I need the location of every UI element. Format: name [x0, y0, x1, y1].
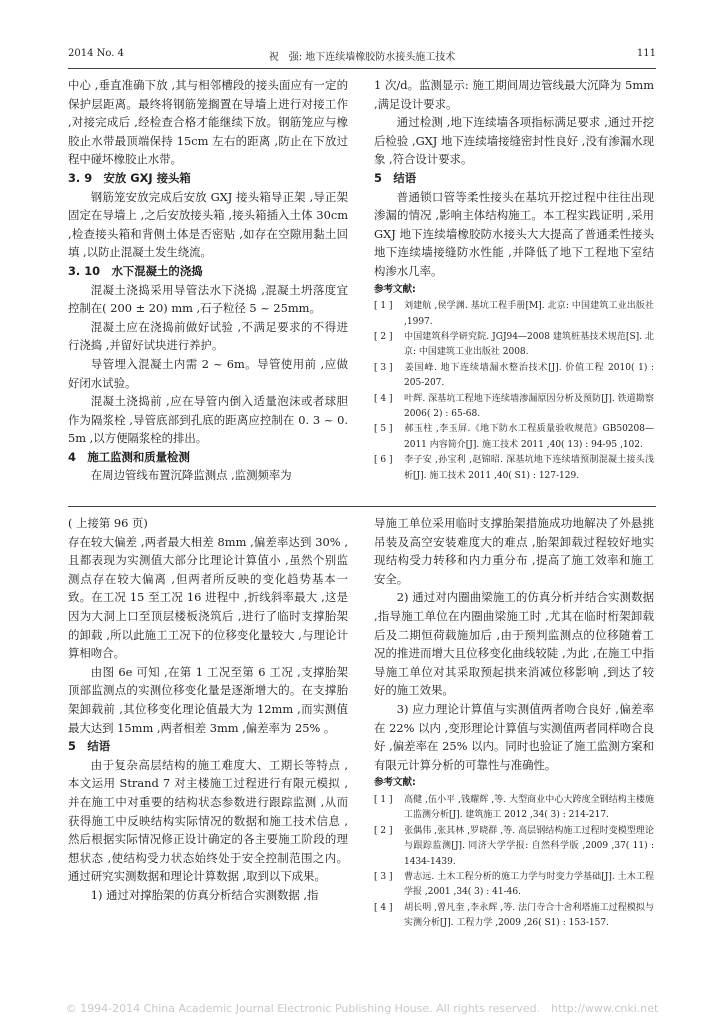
reference-item: [ 2 ] 张偶伟 ,张其林 ,罗晓群 ,等. 高层钢结构施工过程时变模型理论与跟踪监测[J]. 同济大学学报: 自然科学版 ,2009 ,37( 11) : 1434-1439.: [374, 825, 654, 867]
reference-list: [374, 299, 654, 484]
reference-item: [ 2 ] 中国建筑科学研究院. JGJ94—2008 建筑桩基技术规范[S]. 北京: 中国建筑工业出版社 2008.: [374, 331, 654, 358]
paragraph: 1) 通过对撑胎架的仿真分析结合实测数据 ,指: [90, 887, 319, 902]
continued-left-column: [68, 514, 348, 904]
continuation-note: ( 上接第 96 页): [68, 516, 148, 530]
copyright-footer: © 1994-2014 China Academic Journal Electronic Publishing House. All rights reserved. http://www.cnki.net: [65, 1002, 659, 1015]
reference-item: [ 4 ] 胡长明 ,曾凡奎 ,李永辉 ,等. 法门寺合十舍利塔施工过程模拟与实测分析[J]. 工程力学 ,2009 ,26( S1) : 153-157.: [374, 902, 654, 929]
running-title: 祝 强: 地下连续墙橡胶防水接头施工技术: [268, 52, 456, 63]
paragraph: 在周边管线布置沉降监测点 ,监测频率为: [90, 468, 292, 483]
article-left-column: [68, 76, 348, 485]
paragraph: 导施工单位采用临时支撑胎架措施成功地解决了外悬挑吊装及高空安装难度大的难点 ,胎架卸载过程较好地实现结构受力转移和内力重分布 ,提高了施工效率和施工安全。: [374, 516, 654, 586]
paragraph: 3) 应力理论计算值与实测值两者吻合良好 ,偏差率在 22% 以内 ,变形理论计算值与实测值两者同样吻合良好 ,偏差率在 25% 以内。同时也验证了施工监测方案和有限元计算分析的可靠性与准确性。: [374, 701, 654, 772]
reference-item: [ 4 ] 叶辉. 深基坑工程地下连续墙渗漏原因分析及预防[J]. 铁道勘察 2006( 2) : 65-68.: [374, 393, 654, 419]
article-separator-rule: [68, 506, 656, 507]
reference-item: [ 3 ] 姜国峰. 地下连续墙漏水整治技术[J]. 价值工程 2010( 1) : 205-207.: [374, 362, 654, 389]
running-header: [0, 48, 724, 70]
paragraph: 由于复杂高层结构的施工难度大、工期长等特点 ,本文运用 Strand 7 对主楼施工过程进行有限元模拟 ,并在施工中对重要的结构状态参数进行跟踪监测 ,从而获得施工中反映结构实际情况的数据和施工技术信息 ,然后根据实际情况修正设计确定的各主要施工阶段的理想状态 ,使结构受力状态始终处于安全控制范围之内。通过研究实测数据和理论计算数据 ,取到以下成果。: [68, 757, 348, 884]
section-heading: 5 结语: [374, 170, 417, 185]
section-heading: 3. 9 安放 GXJ 接头箱: [68, 170, 191, 185]
continued-right-column: [374, 514, 654, 932]
reference-list: [374, 793, 654, 932]
paragraph: 由图 6e 可知 ,在第 1 工况至第 6 工况 ,支撑胎架顶部监测点的实测位移变化量是逐渐增大的。在支撑胎架卸载前 ,其位移变化理论值最大为 12mm ,而实测值最大达到 15mm ,两者相差 3mm ,偏差率为 25% 。: [68, 664, 348, 735]
paragraph: 混凝土浇捣前 ,应在导管内倒入适量泡沫或者球胆作为隔浆栓 ,导管底部到孔底的距离应控制在 0. 3 ~ 0. 5m ,以方便隔浆栓的排出。: [68, 394, 348, 446]
paragraph: 钢筋笼安放完成后安放 GXJ 接头箱导正架 ,导正架固定在导墙上 ,之后安放接头箱 ,接头箱插入土体 30cm ,检查接头箱和背侧土体是否密贴 ,如存在空隙用黏土回填 ,以防止混凝土发生绕流。: [68, 189, 348, 260]
reference-item: [ 6 ] 李子安 ,孙宝利 ,赵锦昭. 深基坑地下连续墙预制混凝土接头浅析[J]. 施工技术 2011 ,40( S1) : 127-129.: [374, 455, 654, 481]
paragraph: 导管埋入混凝土内需 2 ~ 6m。导管使用前 ,应做好闭水试验。: [68, 356, 348, 390]
page-number: 111: [636, 48, 656, 59]
paragraph: 中心 ,垂直准确下放 ,其与相邻槽段的接头面应有一定的保护层距离。最终将钢筋笼搁置在导墙上进行对接工作 ,对接完成后 ,经检查合格才能继续下放。钢筋笼应与橡胶止水带最顶端保持 15cm 左右的距离 ,防止在下放过程中碰坏橡胶止水带。: [68, 78, 348, 167]
paragraph: 混凝土应在浇捣前做好试验 ,不满足要求的不得进行浇捣 ,并留好试块进行养护。: [68, 319, 348, 353]
reference-item: [ 1 ] 刘建航 ,侯学渊. 基坑工程手册[M]. 北京: 中国建筑工业出版社 ,1997.: [374, 301, 654, 327]
references-title: 参考文献:: [374, 777, 416, 789]
header-rule: [68, 68, 656, 69]
section-heading: 4 施工监测和质量检测: [68, 449, 190, 464]
reference-item: [ 5 ] 郝玉柱 ,李玉屏.《地下防水工程质量验收规范》GB50208—2011 内容简介[J]. 施工技术 2011 ,40( 13) : 94-95 ,102.: [374, 424, 654, 450]
reference-item: [ 3 ] 曹志远. 土木工程分析的施工力学与时变力学基础[J]. 土木工程学报 ,2001 ,34( 3) : 41-46.: [374, 871, 654, 898]
journal-issue: 2014 No. 4: [68, 48, 124, 59]
section-heading: 5 结语: [68, 739, 111, 754]
reference-item: [ 1 ] 高健 ,伍小平 ,钱耀辉 ,等. 大型商业中心大跨度全钢结构主楼施工监测分析[J]. 建筑施工 2012 ,34( 3) : 214-217.: [374, 794, 654, 821]
paragraph: 2) 通过对内圈曲梁施工的仿真分析并结合实测数据 ,指导施工单位在内圈曲梁施工时 ,尤其在临时桁架卸载后及二期恒荷载施加后 ,由于预判监测点的位移随着工况的推进而增大且位移变化曲线较陡 ,为此 ,在施工中指导施工单位对其采取预起拱来消减位移影响 ,到达了较好的施工效果。: [374, 590, 654, 698]
article-right-column: [374, 76, 654, 484]
section-heading: 3. 10 水下混凝土的浇捣: [68, 263, 203, 278]
paragraph: 1 次/d。监测显示: 施工期间周边管线最大沉降为 5mm ,满足设计要求。: [374, 78, 654, 111]
references-title: 参考文献:: [374, 283, 416, 295]
paragraph: 存在较大偏差 ,两者最大相差 8mm ,偏差率达到 30% ,且都表现为实测值大部分比理论计算值小 ,虽然个别监测点存在较大偏离 ,但两者所反映的变化趋势基本一致。在工况 15 至工况 16 进程中 ,折线斜率最大 ,这是因为大洞上口至顶层楼板浇筑后 ,进行了临时支撑胎架的卸载 ,所以此施工工况下的位移变化量较大 ,与理论计算相吻合。: [68, 534, 348, 661]
paragraph: 通过检测 ,地下连续墙各项指标满足要求 ,通过开挖后检验 ,GXJ 地下连续墙接缝密封性良好 ,没有渗漏水现象 ,符合设计要求。: [374, 115, 654, 167]
paragraph: 普通锁口管等柔性接头在基坑开挖过程中往往出现渗漏的情况 ,影响主体结构施工。本工程实践证明 ,采用 GXJ 地下连续墙橡胶防水接头大大提高了普通柔性接头地下连续墙接缝防水性能 ,并降低了地下工程地下室结构渗水几率。: [374, 189, 654, 278]
paragraph: 混凝土浇捣采用导管法水下浇捣 ,混凝土坍落度宜控制在( 200 ± 20) mm ,石子粒径 5 ~ 25mm。: [68, 282, 348, 316]
